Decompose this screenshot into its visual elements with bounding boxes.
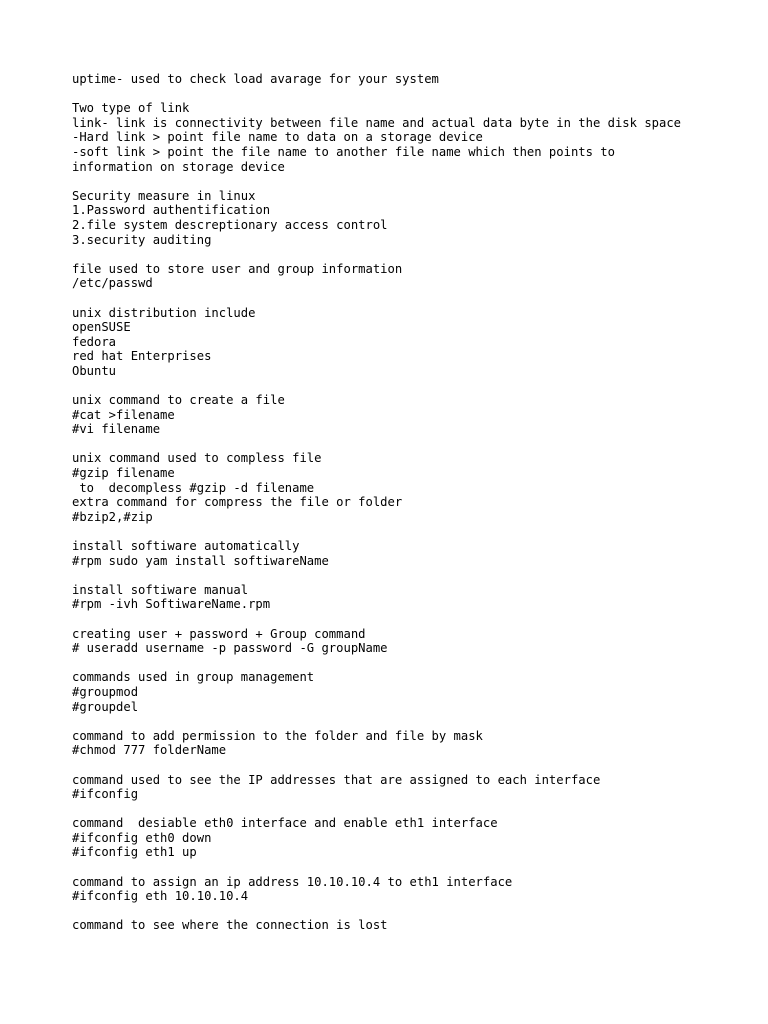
paragraph-link-types xyxy=(72,101,752,174)
text-line: /etc/passwd xyxy=(72,276,153,291)
paragraph-assign-ip xyxy=(72,875,752,904)
text-line: information on storage device xyxy=(72,159,285,174)
text-line: #ifconfig eth1 up xyxy=(72,845,197,860)
text-line: #groupdel xyxy=(72,699,139,714)
text-line: 1.Password authentification xyxy=(72,203,271,218)
text-line: unix distribution include xyxy=(72,305,256,320)
text-line: -Hard link > point file name to data on a storage device xyxy=(72,130,483,145)
text-line: file used to store user and group information xyxy=(72,261,403,276)
text-line: #rpm -ivh SoftiwareName.rpm xyxy=(72,597,271,612)
text-line: #ifconfig xyxy=(72,787,139,802)
text-line: Security measure in linux xyxy=(72,188,256,203)
paragraph-chmod xyxy=(72,729,752,758)
paragraph-connection-lost xyxy=(72,918,752,933)
text-line: unix command to create a file xyxy=(72,393,285,408)
paragraph-useradd xyxy=(72,627,752,656)
paragraph-ifconfig xyxy=(72,773,752,802)
text-line: 3.security auditing xyxy=(72,232,212,247)
text-line: #ifconfig eth0 down xyxy=(72,830,212,845)
text-line: Obuntu xyxy=(72,363,117,378)
text-line: install softiware automatically xyxy=(72,539,300,553)
text-line: command used to see the IP addresses that are assigned to each interface xyxy=(72,772,601,787)
text-line: #cat >filename xyxy=(72,407,175,422)
text-line: #groupmod xyxy=(72,684,139,699)
text-line: extra command for compress the file or folder xyxy=(72,495,403,510)
paragraph-passwd-file xyxy=(72,262,752,291)
text-line: command to assign an ip address 10.10.10.4 to eth1 interface xyxy=(72,874,513,889)
text-line: creating user + password + Group command xyxy=(72,626,366,641)
paragraph-install-auto xyxy=(72,539,752,568)
text-line: #vi filename xyxy=(72,422,161,437)
paragraph-install-manual xyxy=(72,583,752,612)
text-line: Two type of link xyxy=(72,101,190,116)
text-line: red hat Enterprises xyxy=(72,349,212,364)
text-line: #chmod 777 folderName xyxy=(72,743,227,758)
text-line: #gzip filename xyxy=(72,466,175,481)
text-line: link- link is connectivity between file name and actual data byte in the disk space xyxy=(72,115,682,130)
text-line: command to see where the connection is lost xyxy=(72,918,388,933)
paragraph-interface-toggle xyxy=(72,816,752,860)
document-body xyxy=(72,72,752,948)
paragraph-create-file xyxy=(72,393,752,437)
text-line: #rpm sudo yam install softiwareName xyxy=(72,553,329,568)
text-line: install softiware manual xyxy=(72,582,249,597)
text-line: to decompless #gzip -d filename xyxy=(72,480,315,495)
text-line: unix command used to compless file xyxy=(72,451,322,466)
text-line: fedora xyxy=(72,334,117,349)
text-line: 2.file system descreptionary access control xyxy=(72,217,388,232)
text-line: command desiable eth0 interface and enable eth1 interface xyxy=(72,816,498,831)
text-line: uptime- used to check load avarage for your system xyxy=(72,72,439,86)
paragraph-security xyxy=(72,189,752,247)
text-line: #bzip2,#zip xyxy=(72,509,153,524)
text-line: openSUSE xyxy=(72,320,131,335)
text-line: commands used in group management xyxy=(72,670,315,685)
text-line: -soft link > point the file name to another file name which then points to xyxy=(72,144,615,159)
text-line: command to add permission to the folder and file by mask xyxy=(72,728,483,743)
paragraph-distributions xyxy=(72,306,752,379)
paragraph-uptime xyxy=(72,72,752,87)
text-line: #ifconfig eth 10.10.10.4 xyxy=(72,889,249,904)
text-line: # useradd username -p password -G groupName xyxy=(72,641,388,656)
paragraph-compress xyxy=(72,451,752,524)
paragraph-group-management xyxy=(72,670,752,714)
